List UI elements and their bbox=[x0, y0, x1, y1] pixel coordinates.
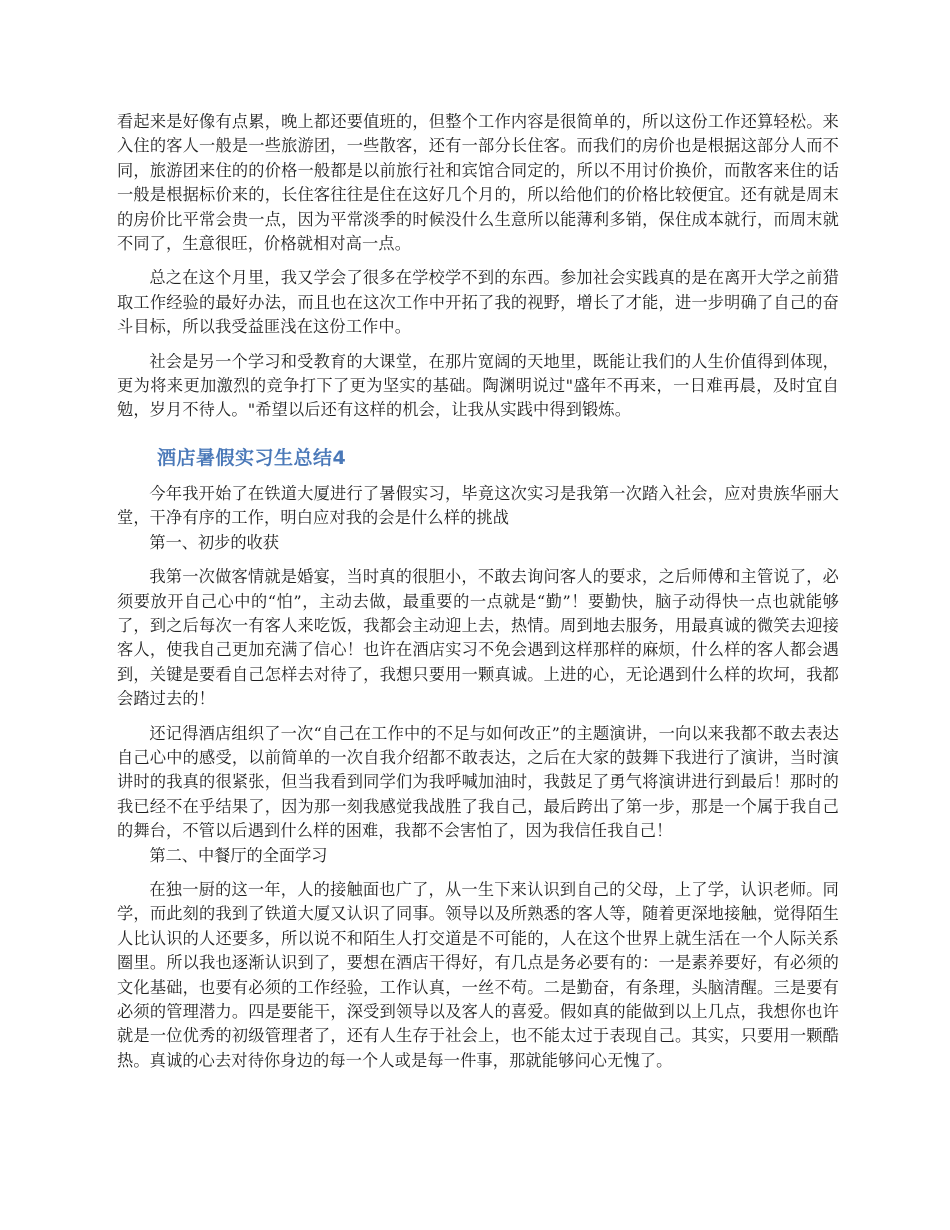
paragraph-summary: 总之在这个月里，我又学会了很多在学校学不到的东西。参加社会实践真的是在离开大学之前猎取工作经验的最好办法，而且也在这次工作中开拓了我的视野，增长了才能，进一步明确了自己的奋斗目标，所以我受益匪浅在这份工作中。 bbox=[117, 268, 839, 337]
paragraph-society: 社会是另一个学习和受教育的大课堂，在那片宽阔的天地里，既能让我们的人生价值得到体现，更为将来更加激烈的竞争打下了更为坚实的基础。陶渊明说过"盛年不再来，一日难再晨，及时宜自勉，岁月不待人。"希望以后还有这样的机会，让我从实践中得到锻炼。 bbox=[117, 351, 839, 420]
document-page bbox=[117, 110, 839, 1073]
paragraph-speech: 还记得酒店组织了一次“自己在工作中的不足与如何改正”的主题演讲，一向以来我都不敢去表达自己心中的感受，以前简单的一次自我介绍都不敢表达，之后在大家的鼓舞下我进行了演讲，当时演讲时的我真的很紧张，但当我看到同学们为我呼喊加油时，我鼓足了勇气将演讲进行到最后！那时的我已经不在乎结果了，因为那一刻我感觉我战胜了我自己，最后跨出了第一步，那是一个属于我自己的舞台，不管以后遇到什么样的困难，我都不会害怕了，因为我信任我自己！ bbox=[117, 723, 839, 841]
paragraph-first-banquet: 我第一次做客情就是婚宴，当时真的很胆小，不敢去询问客人的要求，之后师傅和主管说了，必须要放开自己心中的“怕”，主动去做，最重要的一点就是“勤”！要勤快，脑子动得快一点也就能够了，到之后每次一有客人来吃饭，我都会主动迎上去，热情。周到地去服务，用最真诚的微笑去迎接客人，使我自己更加充满了信心！也许在酒店实习不免会遇到这样那样的麻烦，什么样的客人都会遇到，关键是要看自己怎样去对待了，我想只要用一颗真诚。上进的心，无论遇到什么样的坎坷，我都会踏过去的！ bbox=[117, 567, 839, 709]
subheading-initial-gains: 第一、初步的收获 bbox=[149, 532, 279, 552]
paragraph-intro: 今年我开始了在铁道大厦进行了暑假实习，毕竟这次实习是我第一次踏入社会，应对贵族华丽大堂，干净有序的工作，明白应对我的会是什么样的挑战 bbox=[117, 483, 839, 528]
paragraph-relationships: 在独一厨的这一年，人的接触面也广了，从一生下来认识到自己的父母，上了学，认识老师。同学，而此刻的我到了铁道大厦又认识了同事。领导以及所熟悉的客人等，随着更深地接触，觉得陌生人比认识的人还要多，所以说不和陌生人打交道是不可能的，人在这个世界上就生活在一个人际关系圈里。所以我也逐渐认识到了，要想在酒店干得好，有几点是务必要有的：一是素养要好，有必须的文化基础，也要有必须的工作经验，工作认真，一丝不苟。二是勤奋，有条理，头脑清醒。三是要有必须的管理潜力。四是要能干，深受到领导以及客人的喜爱。假如真的能做到以上几点，我想你也许就是一位优秀的初级管理者了，还有人生存于社会上，也不能太过于表现自己。其实，只要用一颗酷热。真诚的心去对待你身边的每一个人或是每一件事，那就能够问心无愧了。 bbox=[117, 879, 839, 1070]
paragraph-continued: 看起来是好像有点累，晚上都还要值班的，但整个工作内容是很简单的，所以这份工作还算轻松。来入住的客人一般是一些旅游团，一些散客，还有一部分长住客。而我们的房价也是根据这部分人而不同，旅游团来住的的价格一般都是以前旅行社和宾馆合同定的，所以不用讨价换价，而散客来住的话一般是根据标价来的，长住客往往是住在这好几个月的，所以给他们的价格比较便宜。还有就是周末的房价比平常会贵一点，因为平常淡季的时候没什么生意所以能薄利多销，保住成本就行，而周末就不同了，生意很旺，价格就相对高一点。 bbox=[117, 112, 839, 254]
section-title: 酒店暑假实习生总结4 bbox=[157, 446, 347, 469]
subheading-restaurant-learning: 第二、中餐厅的全面学习 bbox=[149, 845, 328, 865]
